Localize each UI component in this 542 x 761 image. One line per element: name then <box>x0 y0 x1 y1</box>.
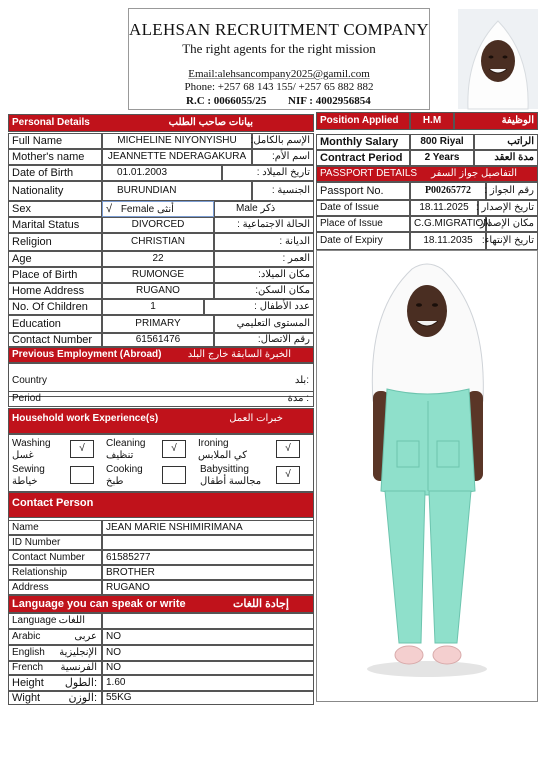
label: Marital Status <box>8 217 102 233</box>
language-title: Language you can speak or write <box>12 598 186 610</box>
value: RUMONGE <box>102 267 214 283</box>
skill-label: Washing <box>12 438 51 449</box>
label-ar: تاريخ الإصدار : <box>478 200 538 216</box>
previous-header <box>8 347 314 363</box>
company-nif: NIF : 4002956854 <box>288 95 371 107</box>
value: 18.11.2025 <box>410 200 478 216</box>
skill-label-ar: خياطة <box>12 476 38 487</box>
washing-checkbox[interactable]: √ <box>70 440 94 458</box>
phys-ar: الطول: <box>64 677 97 689</box>
sewing-checkbox[interactable] <box>70 466 94 484</box>
label: Home Address <box>8 283 102 299</box>
contact-header: Contact Person <box>8 492 314 518</box>
value: 01.01.2003 <box>102 165 222 181</box>
period-value: 2 Years <box>410 150 474 166</box>
ironing-checkbox[interactable]: √ <box>276 440 300 458</box>
label: Address <box>8 580 102 595</box>
personal-header <box>8 114 314 132</box>
period-label-ar: مدة : <box>287 393 309 404</box>
language-title-ar: إجادة اللغات <box>233 598 289 610</box>
position-applied-ar: الوظيفة <box>454 112 538 130</box>
value: RUGANO <box>102 283 214 299</box>
value: RUGANO <box>102 580 314 595</box>
label: Mother's name <box>8 149 102 165</box>
value: P00265772 <box>410 182 486 200</box>
label: Name <box>8 520 102 535</box>
country-label: Country <box>12 375 48 386</box>
language-col-blank <box>102 613 314 629</box>
language-header-ar: اللغات <box>58 615 85 626</box>
value: BURUNDIAN <box>102 181 252 201</box>
lang-ar: الإنجليزية <box>59 647 97 658</box>
label: Place of Birth <box>8 267 102 283</box>
lang-ar: عربى <box>74 631 97 642</box>
label-ar: تاريخ الإنتهاء: <box>486 232 538 250</box>
lang-en: English <box>12 647 45 658</box>
sex-female-box[interactable] <box>102 201 214 217</box>
label: Date of Expiry <box>316 232 410 250</box>
babysitting-checkbox[interactable]: √ <box>276 466 300 484</box>
label: Age <box>8 251 102 267</box>
lang-label <box>8 629 102 645</box>
position-applied-label: Position Applied <box>316 112 410 130</box>
personal-title-ar: بيانات صاحب الطلب <box>168 117 253 128</box>
phys-value: 55KG <box>102 691 314 705</box>
phys-label <box>8 675 102 691</box>
female-label-ar: أنثى <box>156 204 174 215</box>
skill-label: Cleaning <box>106 438 146 449</box>
position-applied-value: H.M <box>410 112 454 130</box>
company-rc: R.C : 0066055/25 <box>186 95 267 107</box>
salary-ar: الراتب <box>474 134 538 150</box>
previous-title: Previous Employment (Abroad) <box>12 349 162 360</box>
label: Nationality <box>8 181 102 201</box>
candidate-full-photo <box>316 250 538 702</box>
salary-value: 800 Riyal <box>410 134 474 150</box>
language-col-header <box>8 613 102 629</box>
value: 18.11.2035 <box>410 232 486 250</box>
phys-value: 1.60 <box>102 675 314 691</box>
label-ar: رقم الجواز : <box>486 182 538 200</box>
label-ar: عدد الأطفال : <box>204 299 314 315</box>
sex-label: Sex <box>8 201 102 217</box>
cooking-checkbox[interactable] <box>162 466 186 484</box>
lang-value: NO <box>102 661 314 675</box>
label-ar: اسم الأم: <box>252 149 314 165</box>
label: Contact Number <box>8 550 102 565</box>
company-phone: Phone: +257 68 143 155/ +257 65 882 882 <box>184 81 374 93</box>
label-ar: المستوى التعليمي <box>214 315 314 333</box>
skill-label: Ironing <box>198 438 229 449</box>
period-label: Contract Period <box>316 150 410 166</box>
label: Education <box>8 315 102 333</box>
skill-label: Cooking <box>106 464 143 475</box>
label-ar: مكان الميلاد: <box>214 267 314 283</box>
sex-male-box[interactable] <box>214 201 314 217</box>
value: 61585277 <box>102 550 314 565</box>
passport-header <box>316 166 538 182</box>
label-ar: الحالة الاجتماعية : <box>214 217 314 233</box>
label: Date of Issue <box>316 200 410 216</box>
cleaning-checkbox[interactable]: √ <box>162 440 186 458</box>
value: 22 <box>102 251 214 267</box>
value: CHRISTIAN <box>102 233 214 251</box>
skill-label-ar: تنظيف <box>106 450 134 461</box>
value: BROTHER <box>102 565 314 580</box>
phys-en: Wight <box>12 692 41 704</box>
label-ar: الإسم بالكامل: <box>252 133 314 149</box>
skill-label-ar: كي الملابس <box>198 450 247 461</box>
label-ar: مكان الإصدار: <box>486 216 538 232</box>
lang-value: NO <box>102 645 314 661</box>
period-ar: مدة العقد <box>474 150 538 166</box>
value: JEAN MARIE NSHIMIRIMANA <box>102 520 314 535</box>
value: 61561476 <box>102 333 214 347</box>
passport-title: PASSPORT DETAILS <box>320 168 418 179</box>
lang-en: French <box>12 662 44 673</box>
label-ar: تاريخ الميلاد : <box>222 165 314 181</box>
skill-label-ar: طبخ <box>106 476 124 487</box>
label: Place of Issue <box>316 216 410 232</box>
value: C.G.MIGRATION <box>410 216 486 232</box>
male-label-ar: ذكر <box>260 203 276 214</box>
label: ID Number <box>8 535 102 550</box>
skill-label: Sewing <box>12 464 45 475</box>
label: Religion <box>8 233 102 251</box>
skill-label: Babysitting <box>200 464 249 475</box>
previous-title-ar: الخبرة السابقة خارج البلد <box>187 349 291 360</box>
label: Full Name <box>8 133 102 149</box>
company-name: ALEHSAN RECRUITMENT COMPANY <box>129 20 429 39</box>
lang-ar: الفرنسية <box>60 662 97 673</box>
household-title-ar: خبرات العمل <box>229 413 283 424</box>
country-label-ar: بلد: <box>294 375 309 386</box>
personal-title: Personal Details <box>12 117 90 128</box>
label-ar: الجنسية : <box>252 181 314 201</box>
label: Passport No. <box>316 182 410 200</box>
phys-en: Height <box>12 677 44 689</box>
value: DIVORCED <box>102 217 214 233</box>
skill-label-ar: غسل <box>12 450 34 461</box>
company-email[interactable]: Email:alehsancompany2025@gamil.com <box>188 68 370 80</box>
household-grid <box>8 434 314 492</box>
phys-ar: الوزن: <box>68 692 97 704</box>
phys-label <box>8 691 102 705</box>
household-title: Household work Experience(s) <box>12 413 159 424</box>
label: Relationship <box>8 565 102 580</box>
label-ar: مكان السكن: <box>214 283 314 299</box>
lang-label <box>8 661 102 675</box>
candidate-headshot <box>458 9 538 109</box>
salary-label: Monthly Salary <box>316 134 410 150</box>
label: Date of Birth <box>8 165 102 181</box>
label-ar: رقم الاتصال: <box>214 333 314 347</box>
skill-label-ar: مجالسة أطفال <box>200 476 262 487</box>
period-label: Period <box>12 393 41 404</box>
value <box>102 535 314 550</box>
female-check: √ <box>106 203 113 215</box>
value: PRIMARY <box>102 315 214 333</box>
language-header-en: Language <box>12 615 57 626</box>
lang-value: NO <box>102 629 314 645</box>
female-label: Female <box>120 204 155 215</box>
lang-label <box>8 645 102 661</box>
passport-title-ar: التفاصيل جواز السفر <box>431 168 517 179</box>
value: MICHELINE NIYONYISHU <box>102 133 252 149</box>
period-row <box>8 391 314 407</box>
label: Contact Number <box>8 333 102 347</box>
label: No. Of Children <box>8 299 102 315</box>
language-header <box>8 595 314 613</box>
company-tagline: The right agents for the right mission <box>182 41 376 56</box>
male-label: Male <box>236 203 258 214</box>
value: JEANNETTE NDERAGAKURA <box>102 149 252 165</box>
value: 1 <box>102 299 204 315</box>
lang-en: Arabic <box>12 631 41 642</box>
label-ar: العمر : <box>214 251 314 267</box>
household-header <box>8 408 314 434</box>
label-ar: الديانة : <box>214 233 314 251</box>
